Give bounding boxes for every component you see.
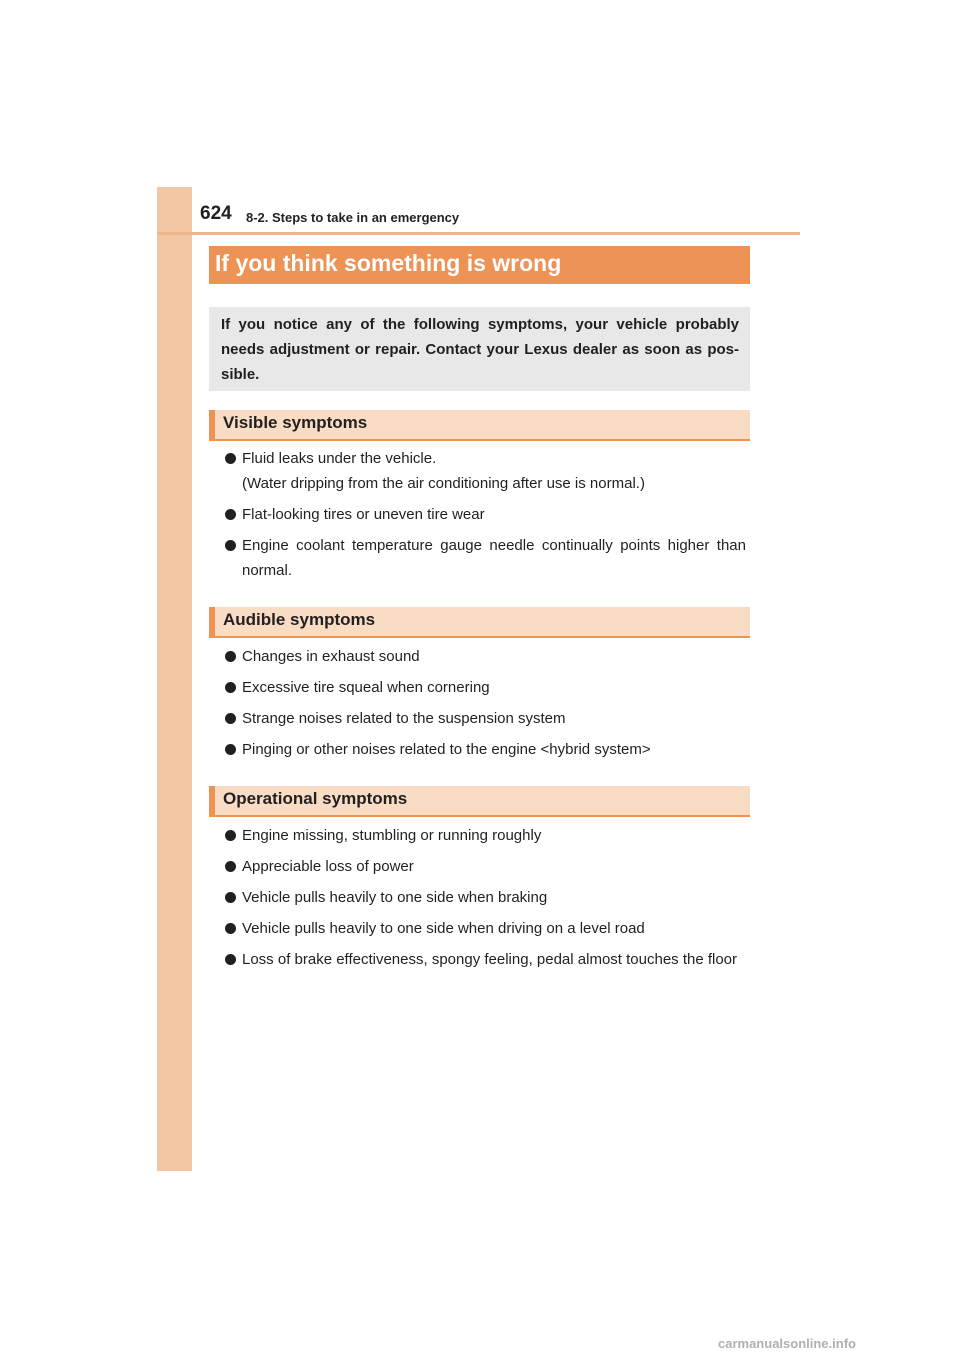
list-item-text: Vehicle pulls heavily to one side when braking (242, 889, 548, 906)
intro-text: If you notice any of the following symptoms, your vehicle probably needs adjustment or repair. Contact your Lexus dealer as soon as pos- sible. (221, 316, 739, 383)
list-item (224, 885, 746, 910)
bullet-icon (225, 682, 236, 693)
bullet-icon (225, 651, 236, 662)
subhead-accent-bar (209, 607, 215, 638)
list-item-text: Engine missing, stumbling or running roughly (242, 827, 542, 844)
header-rule (157, 232, 800, 235)
list-item-text: Loss of brake effectiveness, spongy feeling, pedal almost touches the floor (242, 951, 738, 968)
side-tab-strip (157, 187, 192, 1171)
bullet-icon (225, 713, 236, 724)
bullet-icon (225, 830, 236, 841)
list-item (224, 947, 746, 972)
list-item-text: Strange noises related to the suspension system (242, 710, 566, 727)
bullet-icon (225, 923, 236, 934)
operational-symptoms-list (224, 823, 746, 978)
bullet-icon (225, 453, 236, 464)
bullet-icon (225, 954, 236, 965)
list-item-text: Engine coolant temperature gauge needle continually points higher than normal. (242, 537, 746, 579)
bullet-icon (225, 540, 236, 551)
subhead-text: Operational symptoms (223, 789, 408, 808)
subhead-accent-bar (209, 786, 215, 817)
list-item-text: Vehicle pulls heavily to one side when driving on a level road (242, 920, 645, 937)
subhead-accent-bar (209, 410, 215, 441)
list-item (224, 446, 746, 496)
footer-watermark: carmanualsonline.info (718, 1336, 856, 1351)
list-item (224, 823, 746, 848)
page-number: 624 (200, 203, 232, 224)
bullet-icon (225, 861, 236, 872)
list-item-text: Excessive tire squeal when cornering (242, 679, 490, 696)
list-item (224, 854, 746, 879)
list-item (224, 706, 746, 731)
bullet-icon (225, 892, 236, 903)
list-item-text: Flat-looking tires or uneven tire wear (242, 506, 485, 523)
subhead-visible-symptoms (209, 410, 750, 441)
list-item (224, 916, 746, 941)
title-banner (209, 246, 750, 284)
list-item (224, 533, 746, 583)
chapter-section-title: 8-2. Steps to take in an emergency (246, 210, 460, 225)
list-item-text: Changes in exhaust sound (242, 648, 420, 665)
list-item (224, 502, 746, 527)
bullet-icon (225, 509, 236, 520)
subhead-text: Audible symptoms (223, 610, 376, 629)
list-item (224, 644, 746, 669)
visible-symptoms-list (224, 446, 746, 589)
list-item-text: Fluid leaks under the vehicle. (242, 450, 437, 467)
list-item (224, 737, 746, 762)
list-item (224, 675, 746, 700)
audible-symptoms-list (224, 644, 746, 768)
intro-box (209, 307, 750, 391)
list-item-note: (Water dripping from the air conditioning after use is normal.) (242, 475, 645, 492)
page-title: If you think something is wrong (215, 250, 562, 276)
bullet-icon (225, 744, 236, 755)
subhead-text: Visible symptoms (223, 413, 368, 432)
subhead-audible-symptoms (209, 607, 750, 638)
list-item-text: Pinging or other noises related to the engine <hybrid system> (242, 741, 651, 758)
subhead-operational-symptoms (209, 786, 750, 817)
list-item-text: Appreciable loss of power (242, 858, 414, 875)
